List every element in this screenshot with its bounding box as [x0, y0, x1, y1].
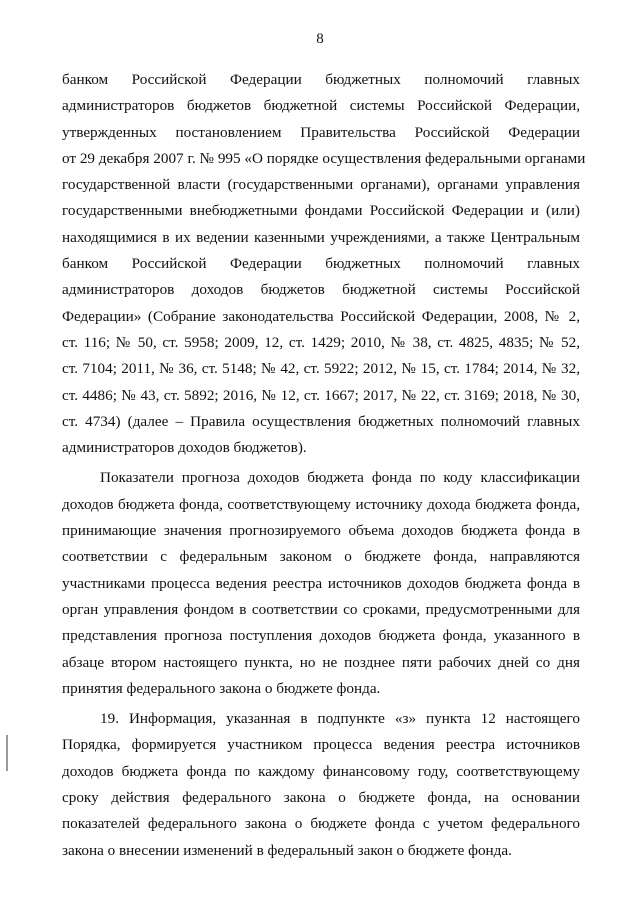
text-line: принимающие значения прогнозируемого объема доходов бюджета фонда в [62, 522, 580, 540]
text-line: администраторов доходов бюджетов бюджетной системы Российской [62, 281, 580, 299]
text-line: находящимися в их ведении казенными учреждениями, а также Центральным [62, 228, 580, 246]
text-line: банком Российской Федерации бюджетных полномочий главных [62, 71, 580, 88]
scan-edge-mark [6, 735, 8, 771]
text-line: администраторов доходов бюджетов). [62, 439, 307, 457]
text-line: соответствии с федеральным законом о бюджете фонда, направляются [62, 548, 580, 566]
text-line: администраторов бюджетов бюджетной системы Российской Федерации, [62, 97, 580, 115]
text-line: государственной власти (государственными органами), органами управления [62, 176, 580, 194]
text-line: абзаце втором настоящего пункта, но не позднее пяти рабочих дней со дня [62, 653, 580, 671]
text-line: ст. 7104; 2011, № 36, ст. 5148; № 42, ст. 5922; 2012, № 15, ст. 1784; 2014, № 32, [62, 360, 580, 378]
page-number: 8 [316, 31, 324, 47]
text-line: доходов бюджета фонда, соответствующему источнику дохода бюджета фонда, [62, 495, 580, 513]
text-line: закона о внесении изменений в федеральный закон о бюджете фонда. [62, 841, 512, 859]
text-line: Порядка, формируется участником процесса ведения реестра источников [62, 736, 580, 754]
text-line: сроку действия федерального закона о бюджете фонда, на основании [62, 789, 580, 807]
text-line: ст. 4486; № 43, ст. 5892; 2016, № 12, ст. 1667; 2017, № 22, ст. 3169; 2018, № 30, [62, 386, 580, 404]
text-line: ст. 116; № 50, ст. 5958; 2009, 12, ст. 1429; 2010, № 38, ст. 4825, 4835; № 52, [62, 333, 580, 351]
text-line: принятия федерального закона о бюджете фонда. [62, 679, 381, 697]
text-line: представления прогноза поступления доходов бюджета фонда, указанного в [62, 627, 580, 645]
text-line: 19. Информация, указанная в подпункте «з» пункта 12 настоящего [100, 710, 580, 728]
paragraph-2 [62, 465, 580, 702]
paragraph-3 [62, 706, 580, 864]
text-line: от 29 декабря 2007 г. № 995 «О порядке осуществления федеральными органами [62, 149, 586, 167]
text-line: Показатели прогноза доходов бюджета фонда по коду классификации [100, 469, 580, 487]
paragraph-1 [62, 67, 586, 461]
text-line: ст. 4734) (далее – Правила осуществления бюджетных полномочий главных [62, 412, 580, 430]
text-line: утвержденных постановлением Правительства Российской Федерации [62, 123, 580, 141]
document-body [62, 67, 586, 864]
text-line: Федерации» (Собрание законодательства Российской Федерации, 2008, № 2, [62, 307, 580, 325]
text-line: орган управления фондом в соответствии со сроками, предусмотренными для [62, 600, 580, 618]
text-line: участниками процесса ведения реестра источников доходов бюджета фонда в [62, 574, 580, 592]
text-line: государственными внебюджетными фондами Российской Федерации и (или) [62, 202, 580, 220]
text-line: банком Российской Федерации бюджетных полномочий главных [62, 255, 580, 273]
text-line: показателей федерального закона о бюджете фонда с учетом федерального [62, 815, 580, 833]
text-line: доходов бюджета фонда по каждому финансовому году, соответствующему [62, 762, 580, 780]
